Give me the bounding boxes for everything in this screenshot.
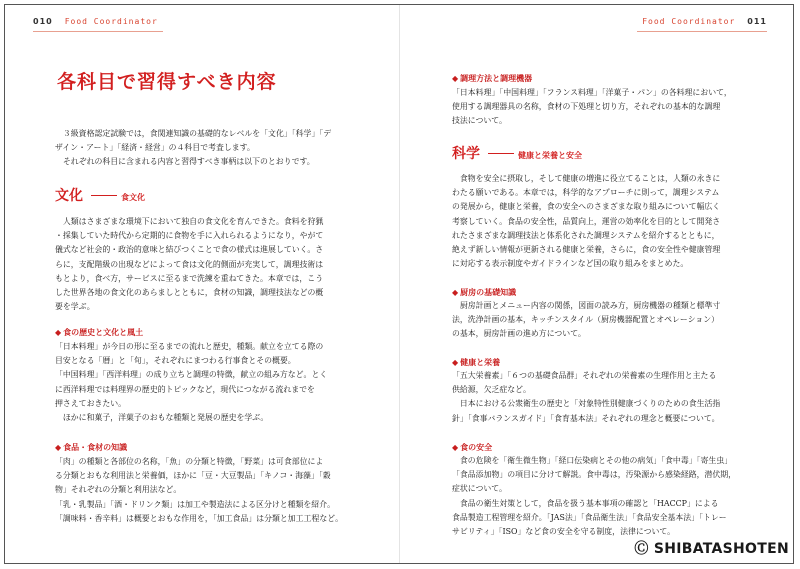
diamond-icon: ◆ <box>452 358 459 367</box>
intro-paragraph: ３級資格認定試験では，食関連知識の基礎的なレベルを「文化」「科学」「デ ザイン・アート」「経済・経営」の４科目で考査します。 それぞれの科目に含まれる内容と習得すべき事柄は以下のとおりです。 <box>55 129 332 167</box>
right-page-number: 011 <box>747 17 767 26</box>
right-page-header <box>642 17 767 26</box>
science-title: 科学 <box>452 146 480 162</box>
kitchen-paragraph: 厨房計画とメニュー内容の関係，図面の読み方，厨房機器の種類と標準寸 法，洗浄計画の基本，キッチンスタイル（厨房機器配置とオペレーション） の基本，厨房計画の進め方について。 <box>452 301 721 339</box>
culture-section-heading <box>55 185 145 205</box>
diamond-icon: ◆ <box>55 443 62 452</box>
culture-title: 文化 <box>55 188 83 204</box>
left-page-header <box>33 17 158 26</box>
science-section-heading <box>452 143 582 163</box>
ingredients-title: 食品・食材の知識 <box>63 443 128 452</box>
cooking-title: 調理方法と調理機器 <box>460 74 533 83</box>
science-paragraph: 食物を安全に摂取し，そして健康の増進に役立てることは，人類の永きに わたる願いである。本章では，科学的なアプローチに則って，調理システム の発展から，健康と栄養，食の安全へのさまざまな取り組みについて幅広く 考察していく。食品の安全性，品質向上，運営の効率化を目的として開発さ れたさまざまな調理技法と体系化された調理システムを紹介するとともに， 絶えず新しい情報が更新される健康と栄養，さらに，食の安全性や健康管理 に対応する表示制度やガイドラインなど国の取り組みをまとめた。 <box>452 174 721 269</box>
health-paragraph: 「五大栄養素」「６つの基礎食品群」それぞれの栄養素の生理作用と主たる 供給源，欠乏症など。 日本における公衆衛生の歴史と「対象特性別健康づくりのための食生活指 針」「食事バランスガイド」「食育基本法」それぞれの理念と概要について。 <box>452 371 721 423</box>
left-page <box>5 5 400 563</box>
diamond-icon: ◆ <box>452 443 459 452</box>
page-title: 各科目で習得すべき内容 <box>57 71 277 93</box>
left-header-label: Food Coordinator <box>64 17 158 26</box>
history-heading <box>55 327 143 338</box>
heading-dash <box>488 153 514 154</box>
safety-title: 食の安全 <box>460 443 493 452</box>
culture-subtitle: 食文化 <box>121 193 145 202</box>
cooking-heading <box>452 73 532 84</box>
diamond-icon: ◆ <box>55 328 62 337</box>
right-header-rule <box>637 31 767 32</box>
kitchen-title: 厨房の基礎知識 <box>460 288 517 297</box>
safety-paragraph: 食の危険を「衛生微生物」「経口伝染病とその他の病気」「食中毒」「寄生虫」 「食品添加物」の項目に分けて解説。食中毒は，汚染源から感染経路，潜伏期， 症状について。 食品の衛生対策として，食品を扱う基本事項の確認と「HACCP」による 食品製造工程管理を紹介。「JAS法」「食品衛生法」「食品安全基本法」「トレー サビリティ」「ISO」など食の安全を守る制度，法律について。 <box>452 456 737 537</box>
culture-paragraph: 人類はさまざまな環境下において独自の食文化を育んできた。食料を狩猟 ・採集していた時代から定期的に食物を手に入れられるようになり，やがて 儀式など社会的・政治的意味と結びつくことで食の様式は進展していく。さ らに，支配階級の出現などによって食は文化的側面が充実して，調理技術は もとより，食べ方，サービスに至るまで洗練を重ねてきた。本章では，こう した世界各地の食文化のあらましとともに，食材の知識，調理技法などの概 要を学ぶ。 <box>55 217 324 312</box>
ingredients-heading <box>55 442 127 453</box>
safety-heading <box>452 442 492 453</box>
right-header-label: Food Coordinator <box>642 17 736 26</box>
diamond-icon: ◆ <box>452 74 459 83</box>
right-page <box>400 5 794 563</box>
history-title: 食の歴史と文化と風土 <box>63 328 144 337</box>
book-spread <box>4 4 794 564</box>
heading-dash <box>91 195 117 196</box>
science-subtitle: 健康と栄養と安全 <box>518 151 582 160</box>
copyright-watermark: Ⓒ SHIBATASHOTEN <box>634 541 789 557</box>
history-paragraph: 「日本料理」が今日の形に至るまでの流れと歴史，種類。献立を立てる際の 目安となる「暦」と「旬」，それぞれにまつわる行事食とその概要。 「中国料理」「西洋料理」の成り立ちと調理の特徴，献立の組み方など。とく に西洋料理では料理界の歴史的トピックなど，現代につながる流れまでを 押さえておきたい。 ほかに和菓子，洋菓子のおもな種類と発展の歴史を学ぶ。 <box>55 342 328 423</box>
kitchen-heading <box>452 287 516 298</box>
cooking-paragraph: 「日本料理」「中国料理」「フランス料理」「洋菓子・パン」の各料理において， 使用する調理器具の名称，食材の下処理と切り方，それぞれの基本的な調理 技法について。 <box>452 88 732 126</box>
health-heading <box>452 357 500 368</box>
health-title: 健康と栄養 <box>460 358 501 367</box>
left-header-rule <box>33 31 163 32</box>
ingredients-paragraph: 「肉」の種類と各部位の名称，「魚」の分類と特徴，「野菜」は可食部位によ る分類とおもな利用法と栄養価，ほかに「豆・大豆製品」「キノコ・海藻」「穀 物」それぞれの分類と利用法など。 「乳・乳製品」「酒・ドリンク類」は加工や製造法による区分けと種類を紹介。 「調味料・香辛料」は概要とおもな作用を，「加工食品」は分類と加工工程など。 <box>55 457 344 523</box>
diamond-icon: ◆ <box>452 288 459 297</box>
left-page-number: 010 <box>33 17 53 26</box>
